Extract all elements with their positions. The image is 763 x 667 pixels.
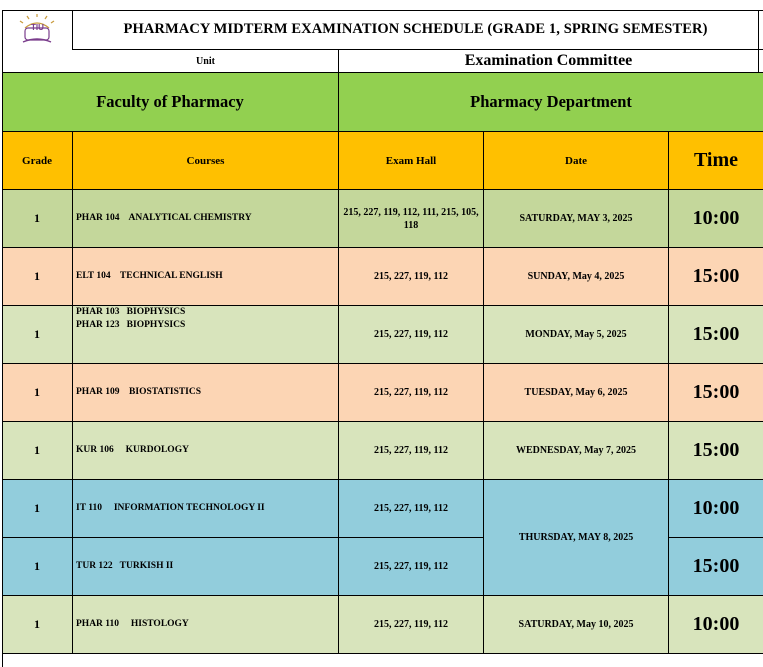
row-3-exam-hall: 215, 227, 119, 112 xyxy=(339,306,484,364)
row-2-course xyxy=(73,248,339,306)
row-6-7-date: THURSDAY, MAY 8, 2025 xyxy=(484,480,669,596)
row-7-course-line-1: TUR 122 TURKISH II xyxy=(76,561,174,571)
row-6-course xyxy=(73,480,339,538)
row-8-course xyxy=(73,596,339,654)
row-2-time: 15:00 xyxy=(669,248,763,306)
row-2-exam-hall: 215, 227, 119, 112 xyxy=(339,248,484,306)
row-6-time: 10:00 xyxy=(669,480,763,538)
logo-text: TIU xyxy=(31,23,44,32)
title-edge xyxy=(759,10,763,50)
column-header-time: Time xyxy=(669,132,763,190)
row-5-time: 15:00 xyxy=(669,422,763,480)
row-4-date: TUESDAY, May 6, 2025 xyxy=(484,364,669,422)
unit-label: Unit xyxy=(73,50,339,73)
row-3-time: 15:00 xyxy=(669,306,763,364)
department-name: Pharmacy Department xyxy=(339,73,763,132)
column-header-date: Date xyxy=(484,132,669,190)
row-6-course-line-1: IT 110 INFORMATION TECHNOLOGY II xyxy=(76,503,265,513)
row-8-time: 10:00 xyxy=(669,596,763,654)
row-5-grade: 1 xyxy=(2,422,73,480)
row-2-grade: 1 xyxy=(2,248,73,306)
row-8-grade: 1 xyxy=(2,596,73,654)
row-4-exam-hall: 215, 227, 119, 112 xyxy=(339,364,484,422)
unit-edge xyxy=(759,50,763,73)
row-3-date: MONDAY, May 5, 2025 xyxy=(484,306,669,364)
row-1-time: 10:00 xyxy=(669,190,763,248)
row-7-course xyxy=(73,538,339,596)
row-6-exam-hall: 215, 227, 119, 112 xyxy=(339,480,484,538)
row-3-grade: 1 xyxy=(2,306,73,364)
row-3-course-line-1: PHAR 103 BIOPHYSICS xyxy=(76,307,186,317)
row-1-date: SATURDAY, MAY 3, 2025 xyxy=(484,190,669,248)
row-8-course-line-1: PHAR 110 HISTOLOGY xyxy=(76,619,189,629)
row-8-date: SATURDAY, May 10, 2025 xyxy=(484,596,669,654)
column-header-courses: Courses xyxy=(73,132,339,190)
empty-footer-row xyxy=(2,654,763,667)
row-1-course xyxy=(73,190,339,248)
row-5-course-line-1: KUR 106 KURDOLOGY xyxy=(76,445,189,455)
row-1-grade: 1 xyxy=(2,190,73,248)
row-4-grade: 1 xyxy=(2,364,73,422)
logo-cell xyxy=(2,10,73,50)
column-header-exam-hall: Exam Hall xyxy=(339,132,484,190)
row-5-course xyxy=(73,422,339,480)
row-7-time: 15:00 xyxy=(669,538,763,596)
faculty-name: Faculty of Pharmacy xyxy=(2,73,339,132)
row-4-time: 15:00 xyxy=(669,364,763,422)
row-6-grade: 1 xyxy=(2,480,73,538)
row-3-course xyxy=(73,306,339,364)
row-7-grade: 1 xyxy=(2,538,73,596)
row-8-exam-hall: 215, 227, 119, 112 xyxy=(339,596,484,654)
row-3-course-line-2: PHAR 123 BIOPHYSICS xyxy=(76,320,186,330)
committee-name: Examination Committee xyxy=(339,50,759,73)
row-4-course-line-1: PHAR 109 BIOSTATISTICS xyxy=(76,387,202,397)
row-4-course xyxy=(73,364,339,422)
row-7-exam-hall: 215, 227, 119, 112 xyxy=(339,538,484,596)
row-2-date: SUNDAY, May 4, 2025 xyxy=(484,248,669,306)
column-header-grade: Grade xyxy=(2,132,73,190)
row-5-exam-hall: 215, 227, 119, 112 xyxy=(339,422,484,480)
row-2-course-line-1: ELT 104 TECHNICAL ENGLISH xyxy=(76,271,223,281)
schedule-title: PHARMACY MIDTERM EXAMINATION SCHEDULE (GRADE 1, SPRING SEMESTER) xyxy=(73,10,759,50)
row-5-date: WEDNESDAY, May 7, 2025 xyxy=(484,422,669,480)
row-1-course-line-1: PHAR 104 ANALYTICAL CHEMISTRY xyxy=(76,213,252,223)
row-1-exam-hall: 215, 227, 119, 112, 111, 215, 105, 118 xyxy=(339,190,484,248)
